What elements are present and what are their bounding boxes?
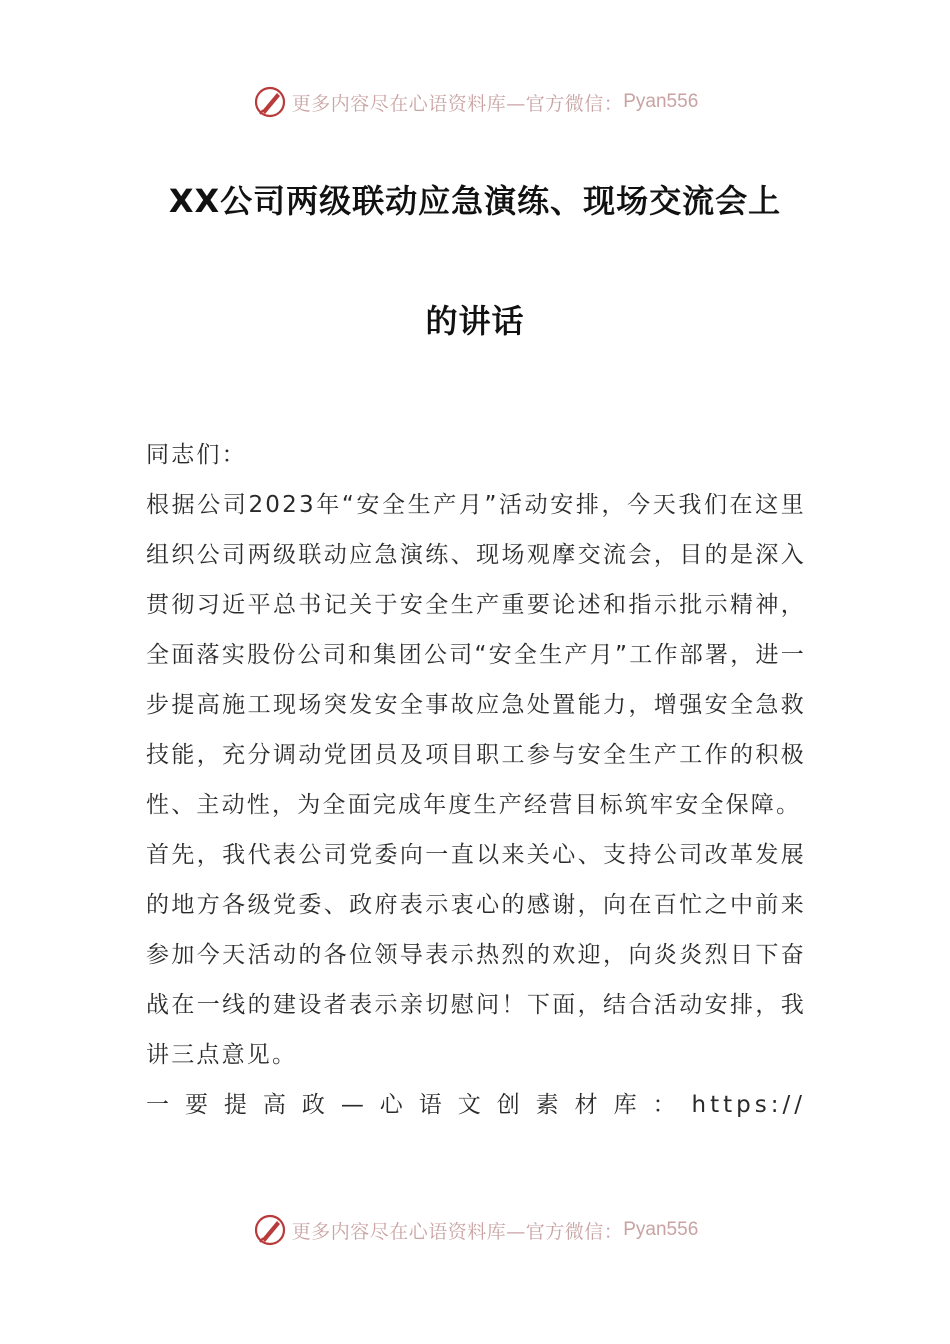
- footer-banner: [0, 1210, 950, 1250]
- salutation: 同志们：: [146, 442, 247, 468]
- paragraph: 首先，我代表公司党委向一直以来关心、支持公司改革发展的地方各级党委、政府表示衷心的感谢，向在百忙之中前来参加今天活动的各位领导表示热烈的欢迎，向炎炎烈日下奋战在一线的建设者表示亲切慰问！下面，结合活动安排，我讲三点意见。: [146, 842, 806, 1068]
- document-title-line-2: 的讲话: [425, 302, 525, 340]
- pen-circle-logo-icon: [252, 1212, 288, 1248]
- document-title-line-1: XX公司两级联动应急演练、现场交流会上: [168, 182, 782, 220]
- header-banner-text: 更多内容尽在心语资料库—官方微信：: [291, 92, 624, 115]
- footer-banner-text: 更多内容尽在心语资料库—官方微信：: [291, 1220, 624, 1243]
- paragraph-truncated: 一要提高政—心语文创素材库：https://: [146, 1092, 806, 1118]
- header-banner: [0, 82, 950, 122]
- paragraph: 根据公司2023年“安全生产月”活动安排，今天我们在这里组织公司两级联动应急演练、现场观摩交流会，目的是深入贯彻习近平总书记关于安全生产重要论述和指示批示精神，全面落实股份公司和集团公司“安全生产月”工作部署，进一步提高施工现场突发安全事故应急处置能力，增强安全急救技能，充分调动党团员及项目职工参与安全生产工作的积极性、主动性，为全面完成年度生产经营目标筑牢安全保障。: [146, 492, 806, 818]
- pen-circle-logo-icon: [252, 84, 288, 120]
- footer-banner-wechat-id: Pyan556: [623, 1219, 699, 1240]
- header-banner-wechat-id: Pyan556: [623, 91, 699, 112]
- document-body: [146, 430, 806, 1130]
